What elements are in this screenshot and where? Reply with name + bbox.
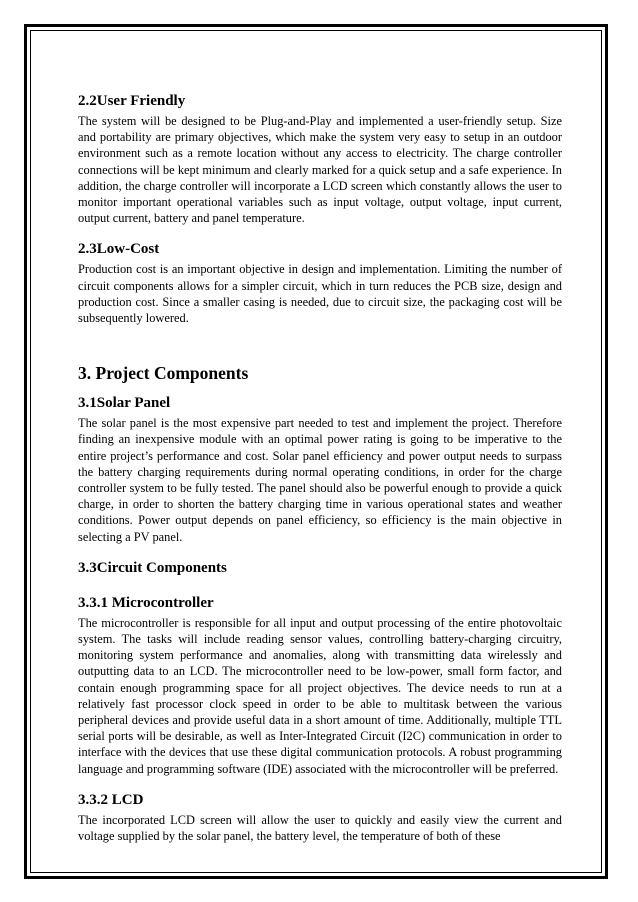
page-content	[78, 92, 562, 844]
paragraph-lcd: The incorporated LCD screen will allow the user to quickly and easily view the current and voltage supplied by the solar panel, the battery level, the temperature of both of these	[78, 812, 562, 844]
heading-project-components: 3. Project Components	[78, 363, 249, 384]
paragraph-solar-panel: The solar panel is the most expensive part needed to test and implement the project. Therefore finding an inexpensive module with an optimal power rating is going to be imperative to the entire project’s performance and cost. Solar panel efficiency and power output needs to surpass the battery charging requirements during normal operating conditions, in order for the charge controller system to be fully tested. The panel should also be powerful enough to provide a quick charge, in order to shorten the battery charging time in various operational states and weather conditions. Power output depends on panel efficiency, so efficiency is the main objective in selecting a PV panel.	[78, 416, 562, 544]
heading-microcontroller: 3.3.1 Microcontroller	[78, 594, 214, 611]
paragraph-low-cost: Production cost is an important objective in design and implementation. Limiting the number of circuit components allows for a simpler circuit, which in turn reduces the PCB size, design and production cost. Since a smaller casing is needed, due to circuit size, the packaging cost will be subsequently lowered.	[78, 262, 562, 326]
heading-circuit-components: 3.3Circuit Components	[78, 559, 227, 576]
paragraph-microcontroller: The microcontroller is responsible for all input and output processing of the entire photovoltaic system. The tasks will include reading sensor values, controlling battery-charging circuitry, monitoring system performance and anomalies, along with transmitting data wirelessly and outputting data to an LCD. The microcontroller need to be low-power, small form factor, and contain enough programming space for all project objectives. The device needs to run at a relatively fast processor clock speed in order to be able to multitask between the various peripheral devices and provide useful data in a short amount of time. Additionally, multiple TTL serial ports will be desirable, as well as Inter-Integrated Circuit (I2C) communication in order to interface with the devices that use these digital communication protocols. A robust programming language and programming software (IDE) associated with the microcontroller will be preferred.	[78, 615, 562, 776]
heading-low-cost: 2.3Low-Cost	[78, 241, 160, 258]
heading-lcd: 3.3.2 LCD	[78, 791, 144, 808]
paragraph-user-friendly: The system will be designed to be Plug-and-Play and implemented a user-friendly setup. Size and portability are primary objectives, which make the system very easy to setup in an outdoor environment such as a remote location without any access to electricity. The charge controller connections will be kept minimum and clearly marked for a quick setup and a safe experience. In addition, the charge controller will incorporate a LCD screen which constantly allows the user to monitor important operational variables such as input voltage, output voltage, input current, output current, battery and panel temperature.	[78, 114, 562, 226]
heading-user-friendly: 2.2User Friendly	[78, 93, 186, 109]
heading-solar-panel: 3.1Solar Panel	[78, 395, 171, 412]
